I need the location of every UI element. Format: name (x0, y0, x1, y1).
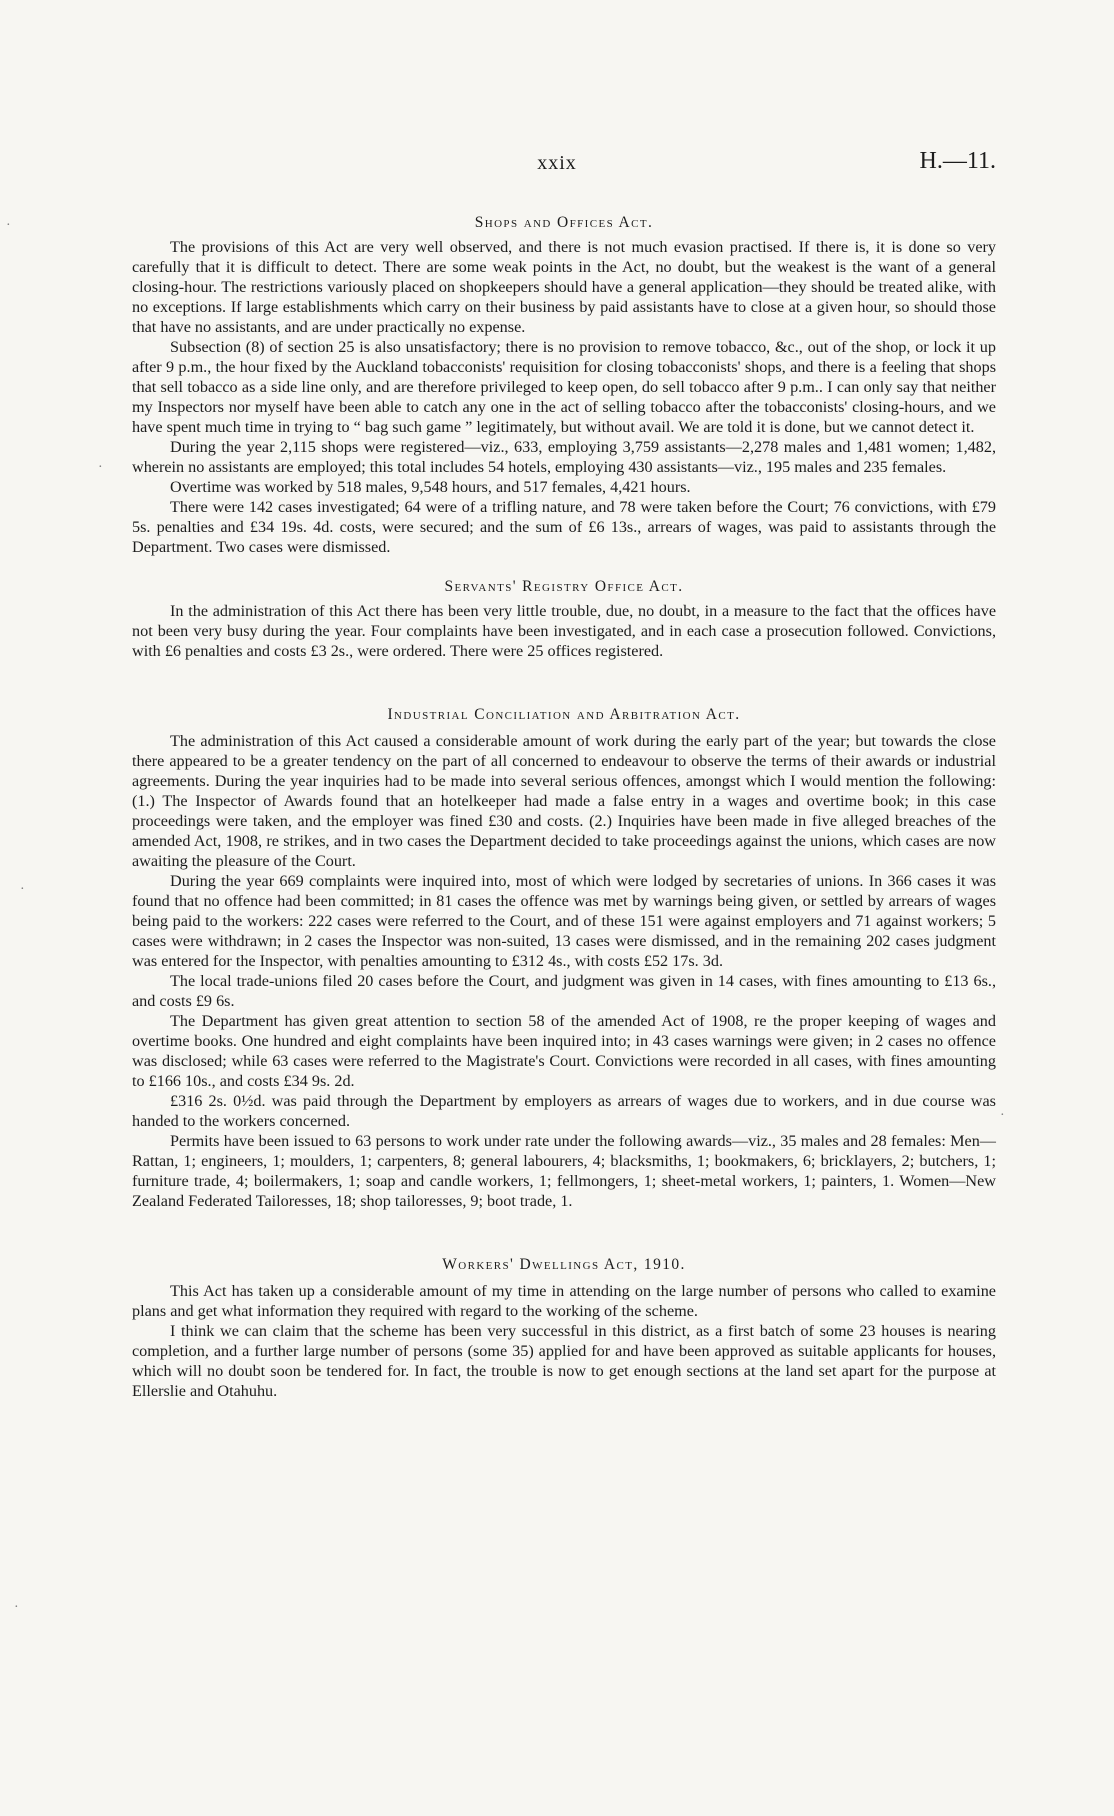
page-header (0, 148, 1114, 182)
section-heading-shops: Shops and Offices Act. (474, 214, 654, 231)
section-heading-industrial-conciliation: Industrial Conciliation and Arbitration Act. (387, 706, 741, 723)
paragraph: In the administration of this Act there has been very little trouble, due, no doubt, in a measure to the fact that the offices have not been very busy during the year. Four complaints have been investigated, and in each case a prosecution followed. Convictions, with £6 penalties and costs £3 2s., were ordered. There were 25 offices registered. (132, 602, 996, 660)
scan-speck: · (98, 460, 103, 475)
paragraph: £316 2s. 0½d. was paid through the Department by employers as arrears of wages due to workers, and in due course was handed to the workers concerned. (132, 1092, 996, 1130)
paragraph: The provisions of this Act are very well observed, and there is not much evasion practised. If there is, it is done so very carefully that it is difficult to detect. There are some weak points in the Act, no doubt, but the weakest is the want of a general closing-hour. The restrictions variously placed on shopkeepers should have a general application—they should be treated alike, with no exceptions. If large establishments which carry on their business by paid assistants have to close at a given hour, so should those that have no assistants, and are under practically no expense. (132, 238, 996, 336)
paragraph: The local trade-unions filed 20 cases before the Court, and judgment was given in 14 cases, with fines amounting to £13 6s., and costs £9 6s. (132, 972, 996, 1010)
section-heading-servants-registry: Servants' Registry Office Act. (444, 578, 684, 595)
paragraph: During the year 669 complaints were inquired into, most of which were lodged by secretaries of unions. In 366 cases it was found that no offence had been committed; in 81 cases the offence was met by warnings being given, or settled by arrears of wages being paid to the workers: 222 cases were referred to the Court, and of these 151 were against employers and 71 against workers; 5 cases were withdrawn; in 2 cases the Inspector was non-suited, 13 cases were dismissed, and in the remaining 202 cases judgment was entered for the Inspector, with penalties amounting to £312 4s., with costs £52 17s. 3d. (132, 872, 996, 970)
scan-speck: · (14, 1600, 19, 1615)
paragraph: I think we can claim that the scheme has been very successful in this district, as a first batch of some 23 houses is nearing completion, and a further large number of persons (some 35) applied for and have been approved as suitable applicants for houses, which will no doubt soon be tendered for. In fact, the trouble is now to get enough sections at the land set apart for the purpose at Ellerslie and Otahuhu. (132, 1322, 996, 1400)
paragraph: The Department has given great attention to section 58 of the amended Act of 1908, re the proper keeping of wages and overtime books. One hundred and eight complaints have been inquired into; in 43 cases warnings were given; in 2 cases no offence was disclosed; while 63 cases were referred to the Magistrate's Court. Convictions were recorded in all cases, with fines amounting to £166 10s., and costs £34 9s. 2d. (132, 1012, 996, 1090)
paragraph: This Act has taken up a considerable amount of my time in attending on the large number of persons who called to examine plans and get what information they required with regard to the working of the scheme. (132, 1282, 996, 1320)
paragraph: Permits have been issued to 63 persons to work under rate under the following awards—viz., 35 males and 28 females: Men—Rattan, 1; engineers, 1; moulders, 1; carpenters, 8; general labourers, 4; blacksmiths, 1; bookmakers, 6; bricklayers, 2; butchers, 1; furniture trade, 4; boilermakers, 1; soap and candle workers, 1; fellmongers, 1; sheet-metal workers, 1; painters, 1. Women—New Zealand Federated Tailoresses, 18; shop tailoresses, 9; boot trade, 1. (132, 1132, 996, 1210)
document-reference: H.—11. (919, 148, 996, 174)
scan-speck: · (1000, 1108, 1005, 1123)
scan-speck: · (20, 882, 25, 897)
paragraph: Overtime was worked by 518 males, 9,548 hours, and 517 females, 4,421 hours. (170, 478, 691, 496)
page-number: xxix (537, 152, 577, 174)
document-body (132, 213, 996, 1401)
scan-speck: · (6, 218, 11, 233)
section-heading-workers-dwellings: Workers' Dwellings Act, 1910. (442, 1256, 686, 1273)
paragraph: During the year 2,115 shops were registered—viz., 633, employing 3,759 assistants—2,278 males and 1,481 women; 1,482, wherein no assistants are employed; this total includes 54 hotels, employing 430 assistants—viz., 195 males and 235 females. (132, 438, 996, 476)
paragraph: Subsection (8) of section 25 is also unsatisfactory; there is no provision to remove tobacco, &c., out of the shop, or lock it up after 9 p.m., the hour fixed by the Auckland tobacconists' requisition for closing tobacconists' shops, and there is a feeling that shops that sell tobacco as a side line only, and are therefore privileged to keep open, do sell tobacco after 9 p.m.. I can only say that neither my Inspectors nor myself have been able to catch any one in the act of selling tobacco after the tobacconists' closing-hours, and we have spent much time in trying to “ bag such game ” legitimately, but without avail. We are told it is done, but we cannot detect it. (132, 338, 996, 436)
paragraph: The administration of this Act caused a considerable amount of work during the early part of the year; but towards the close there appeared to be a greater tendency on the part of all concerned to endeavour to observe the terms of their awards or industrial agreements. During the year inquiries had to be made into several serious offences, amongst which I would mention the following: (1.) The Inspector of Awards found that an hotelkeeper had made a false entry in a wages and overtime book; in this case proceedings were taken, and the employer was fined £30 and costs. (2.) Inquiries have been made in five alleged breaches of the amended Act, 1908, re strikes, and in two cases the Department decided to take proceedings against the unions, which cases are now awaiting the pleasure of the Court. (132, 732, 996, 870)
paragraph: There were 142 cases investigated; 64 were of a trifling nature, and 78 were taken before the Court; 76 convictions, with £79 5s. penalties and £34 19s. 4d. costs, were secured; and the sum of £6 13s., arrears of wages, was paid to assistants through the Department. Two cases were dismissed. (132, 498, 996, 556)
